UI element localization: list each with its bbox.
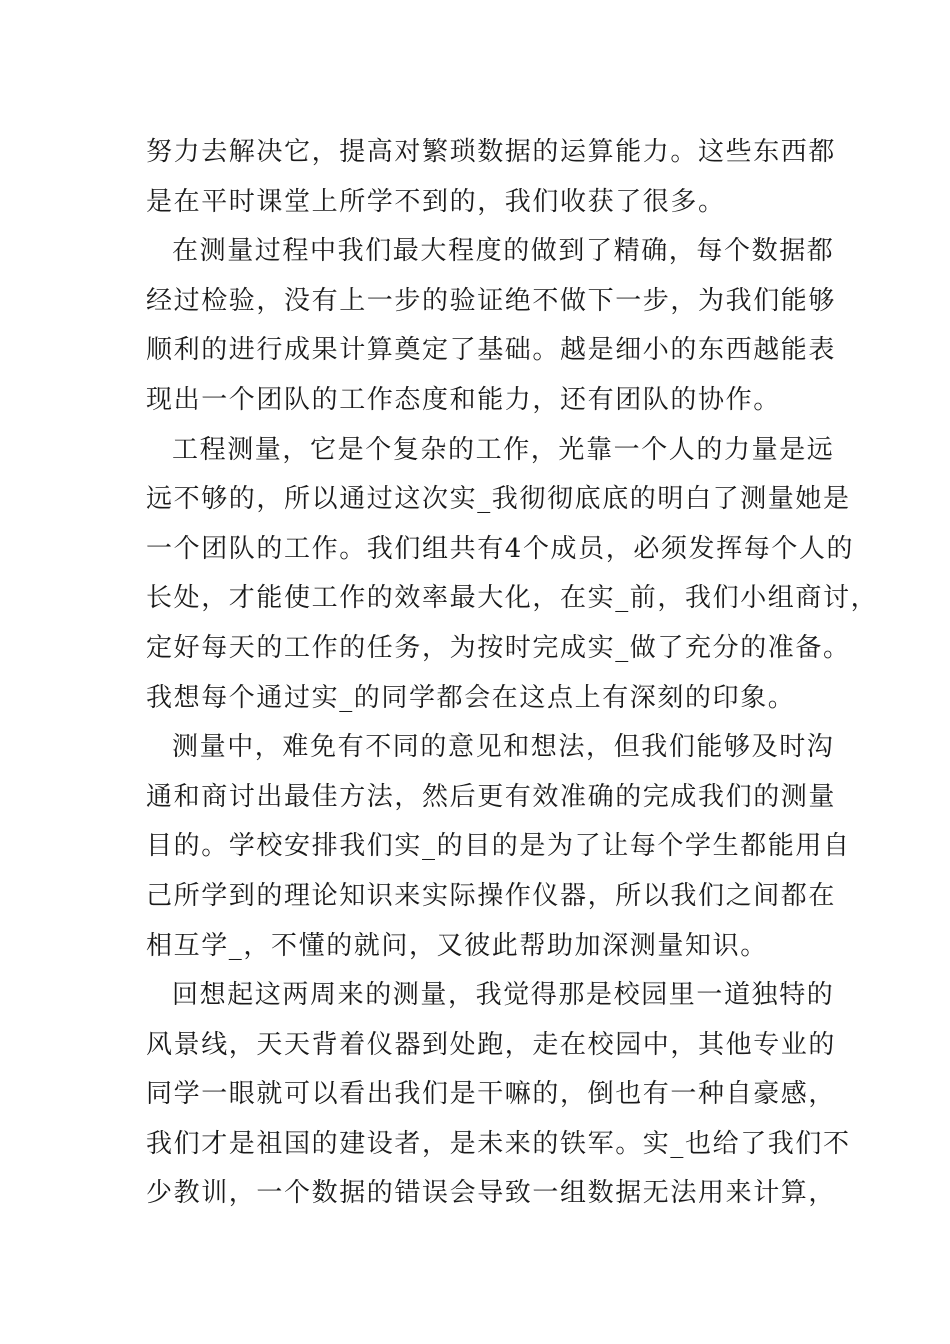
text-line: 我想每个通过实_的同学都会在这点上有深刻的印象。 [146,682,796,713]
text-line: 风景线，天天背着仪器到处跑，走在校园中，其他专业的 [146,1029,837,1060]
text-line: 同学一眼就可以看出我们是干嘛的，倒也有一种自豪感， [146,1079,837,1110]
document-body [146,128,879,1219]
text-line: 远不够的，所以通过这次实_我彻彻底底的明白了测量她是 [146,484,851,515]
text-line: 一个团队的工作。我们组共有4个成员，必须发挥每个人的 [146,533,855,564]
text-line: 经过检验，没有上一步的验证绝不做下一步，为我们能够 [146,285,837,316]
text-line: 努力去解决它，提高对繁琐数据的运算能力。这些东西都 [146,137,837,167]
text-line: 相互学_，不懂的就问，又彼此帮助加深测量知识。 [146,930,768,961]
paragraph-start-line: 工程测量，它是个复杂的工作，光靠一个人的力量是远 [172,434,835,465]
text-line: 长处，才能使工作的效率最大化，在实_前，我们小组商讨， [146,583,879,614]
text-line: 少教训，一个数据的错误会导致一组数据无法用来计算， [146,1178,837,1209]
paragraph-start-line: 测量中，难免有不同的意见和想法，但我们能够及时沟 [172,732,835,763]
text-line: 是在平时课堂上所学不到的，我们收获了很多。 [146,186,726,217]
text-line: 现出一个团队的工作态度和能力，还有团队的协作。 [146,384,781,415]
paragraph-start-line: 回想起这两周来的测量，我觉得那是校园里一道独特的 [172,980,835,1011]
text-line: 我们才是祖国的建设者，是未来的铁军。实_也给了我们不 [146,1128,851,1159]
paragraph-start-line: 在测量过程中我们最大程度的做到了精确，每个数据都 [172,236,835,267]
text-line: 己所学到的理论知识来实际操作仪器，所以我们之间都在 [146,880,837,911]
text-line: 顺利的进行成果计算奠定了基础。越是细小的东西越能表 [146,335,837,366]
text-line: 通和商讨出最佳方法，然后更有效准确的完成我们的测量 [146,781,837,812]
text-line: 目的。学校安排我们实_的目的是为了让每个学生都能用自 [146,831,851,862]
text-line: 定好每天的工作的任务，为按时完成实_做了充分的准备。 [146,632,851,663]
